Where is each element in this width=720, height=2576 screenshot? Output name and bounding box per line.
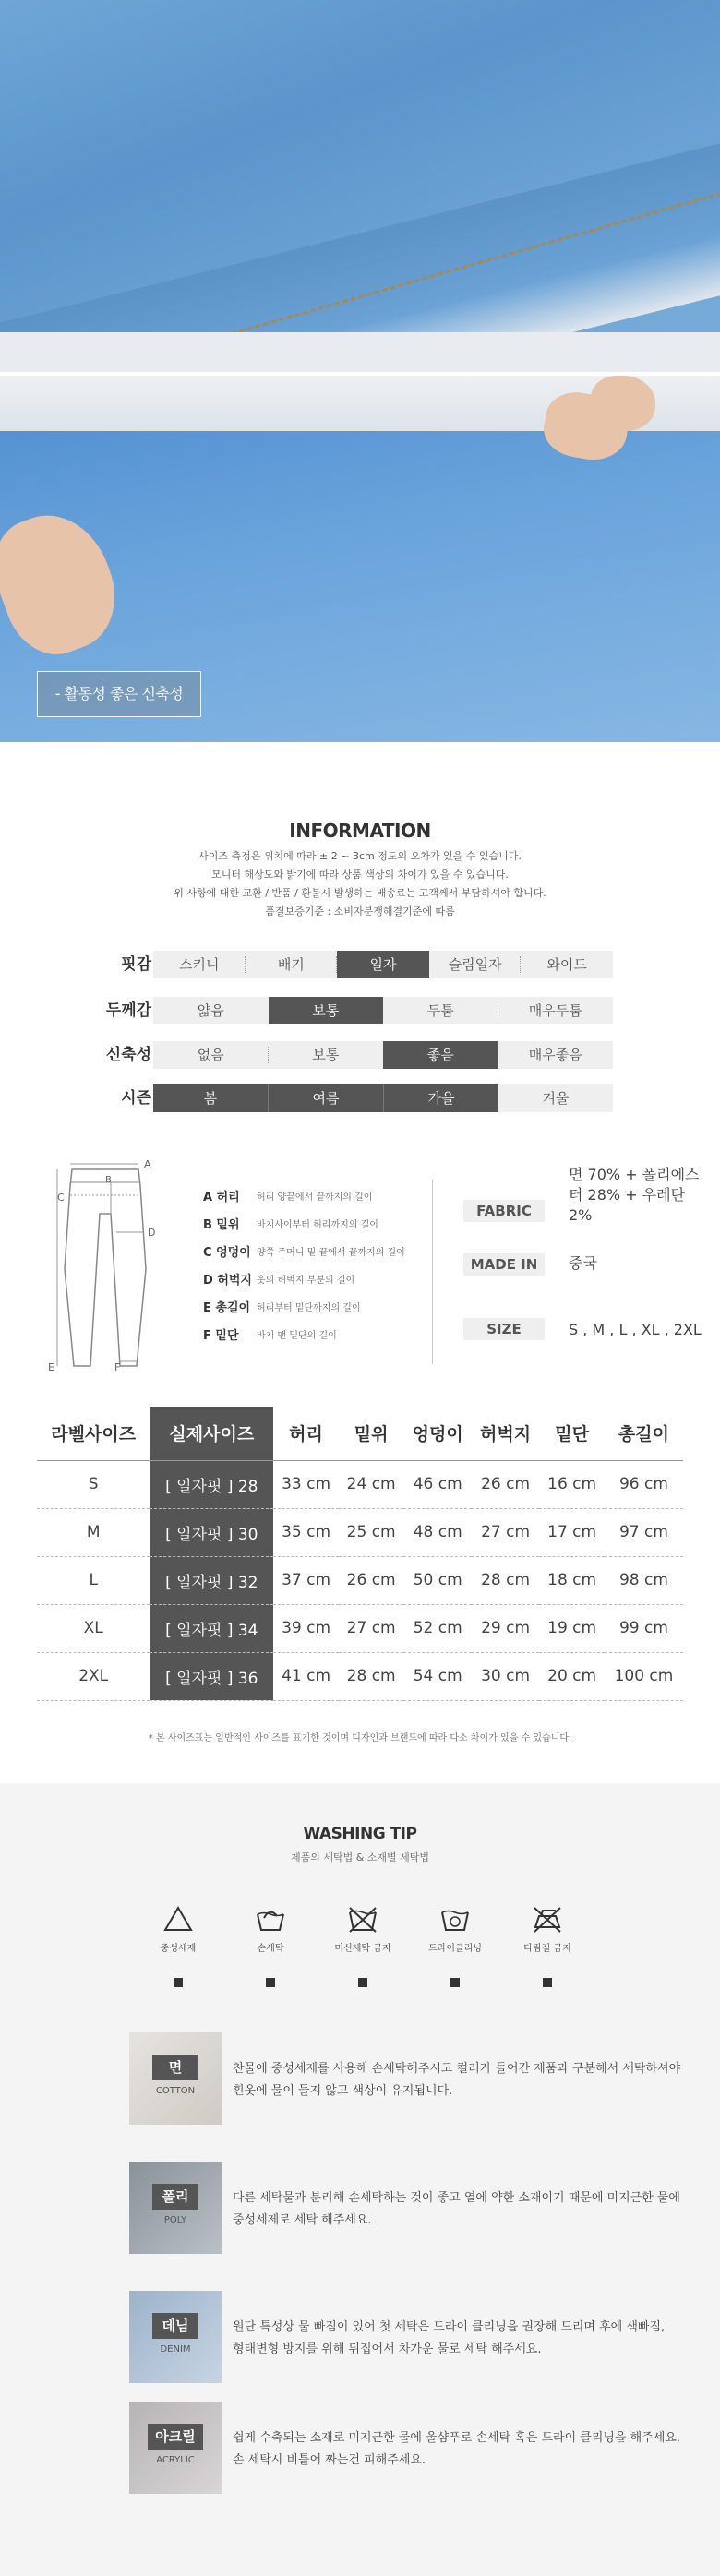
measurement-cell: 27 cm — [339, 1604, 404, 1652]
measurement-desc: 양쪽 주머니 밑 끝에서 끝까지의 길이 — [257, 1247, 405, 1258]
pants-size-diagram — [44, 1158, 164, 1371]
label-size-cell: L — [37, 1556, 150, 1604]
spec-label: FABRIC — [463, 1200, 545, 1222]
rating-label: 시즌 — [121, 1089, 151, 1108]
label-size-cell: 2XL — [37, 1652, 150, 1700]
table-header: 라벨사이즈 — [37, 1407, 150, 1460]
diagram-letter: B — [105, 1175, 112, 1185]
rating-option: 와이드 — [521, 951, 613, 978]
washing-icon-label: 중성세제 — [160, 1944, 197, 1954]
measurement-row — [203, 1264, 425, 1292]
measurement-desc: 허리 양끝에서 끝까지의 길이 — [257, 1192, 373, 1203]
measurement-cell: 48 cm — [403, 1508, 471, 1556]
spec-value: 면 70% + 폴리에스터 28% + 우레탄 2% — [569, 1166, 700, 1224]
measurement-cell: 52 cm — [403, 1604, 471, 1652]
measurement-cell: 41 cm — [273, 1652, 339, 1700]
table-header: 밑위 — [339, 1407, 404, 1460]
diagram-letter: F — [114, 1361, 121, 1371]
rating-option: 매우좋음 — [498, 1041, 614, 1069]
measurement-cell: 99 cm — [605, 1604, 683, 1652]
divider — [432, 1180, 433, 1364]
no-iron-icon — [492, 1905, 603, 1987]
washing-icon-label: 손세탁 — [257, 1944, 284, 1954]
table-header: 실제사이즈 — [150, 1407, 273, 1460]
information-line: 위 사항에 대한 교환 / 반품 / 환불시 발생하는 배송료는 고객께서 부담하셔야 합니다. — [174, 887, 546, 899]
rating-option: 매우두툼 — [498, 997, 614, 1024]
fabric-badge: 데님 — [152, 2313, 198, 2339]
diagram-letter: D — [148, 1227, 156, 1239]
measurement-row — [203, 1181, 425, 1209]
measurement-list — [203, 1181, 425, 1348]
information-title: INFORMATION — [289, 820, 431, 842]
table-row — [37, 1604, 683, 1652]
size-table-note: * 본 사이즈표는 일반적인 사이즈를 표기한 것이며 디자인과 브랜드에 따라 다소 차이가 있을 수 있습니다. — [148, 1733, 572, 1743]
measurement-cell: 29 cm — [472, 1604, 539, 1652]
fabric-badge: 면 — [152, 2055, 198, 2080]
measurement-key: A 허리 — [203, 1190, 240, 1204]
table-row — [37, 1556, 683, 1604]
information-line: 품질보증기준 : 소비자분쟁해결기준에 따름 — [265, 905, 455, 917]
rating-label: 핏감 — [121, 955, 151, 974]
rating-option-selected: 좋음 — [383, 1041, 498, 1069]
fabric-description: 원단 특성상 물 빠짐이 있어 첫 세탁은 드라이 클리닝을 권장해 드리며 후에 색빠짐, 형태변형 방지를 위해 뒤집어서 차가운 물로 세탁 해주세요. — [233, 2320, 666, 2356]
actual-size-cell: [ 일자핏 ] 28 — [150, 1460, 273, 1508]
table-header: 엉덩이 — [403, 1407, 471, 1460]
fabric-description: 쉽게 수축되는 소재로 미지근한 물에 울샴푸로 손세탁 혹은 드라이 클리닝을 해주세요. 손 세탁시 비틀어 짜는건 피해주세요. — [233, 2431, 680, 2467]
actual-size-cell: [ 일자핏 ] 32 — [150, 1556, 273, 1604]
table-row — [37, 1508, 683, 1556]
washing-icon-label: 다림질 금지 — [523, 1944, 571, 1954]
rating-option: 얇음 — [153, 997, 269, 1024]
measurement-cell: 96 cm — [605, 1460, 683, 1508]
spec-value: S , M , L , XL , 2XL — [569, 1321, 702, 1338]
table-row — [37, 1652, 683, 1700]
diagram-letter: A — [144, 1158, 151, 1170]
measurement-desc: 옷의 허벅지 부분의 길이 — [257, 1275, 355, 1286]
rating-stretch — [92, 1041, 628, 1069]
measurement-cell: 24 cm — [339, 1460, 404, 1508]
diagram-letter: C — [57, 1192, 65, 1204]
measurement-row — [203, 1209, 425, 1237]
rating-label: 두께감 — [105, 1001, 151, 1020]
measurement-cell: 27 cm — [472, 1508, 539, 1556]
spec-value: 중국 — [569, 1254, 597, 1272]
denim-hem-photo — [0, 0, 720, 372]
fabric-care-denim — [129, 2291, 683, 2383]
rating-option: 스키니 — [153, 951, 246, 978]
measurement-cell: 98 cm — [605, 1556, 683, 1604]
measurement-key: D 허벅지 — [203, 1273, 252, 1288]
measurement-key: E 총길이 — [203, 1300, 251, 1315]
rating-thickness — [92, 997, 628, 1024]
fabric-english: POLY — [163, 2215, 187, 2225]
measurement-row — [203, 1292, 425, 1320]
measurement-cell: 33 cm — [273, 1460, 339, 1508]
washing-title: WASHING TIP — [303, 1825, 417, 1843]
measurement-cell: 25 cm — [339, 1508, 404, 1556]
washing-icon-label: 드라이클리닝 — [428, 1944, 482, 1954]
label-size-cell: S — [37, 1460, 150, 1508]
rating-label: 신축성 — [105, 1046, 151, 1064]
rating-option: 없음 — [153, 1041, 269, 1069]
measurement-cell: 35 cm — [273, 1508, 339, 1556]
measurement-row — [203, 1237, 425, 1264]
size-table — [37, 1407, 683, 1701]
measurement-cell: 26 cm — [339, 1556, 404, 1604]
measurement-cell: 46 cm — [403, 1460, 471, 1508]
measurement-cell: 28 cm — [472, 1556, 539, 1604]
measurement-cell: 54 cm — [403, 1652, 471, 1700]
spec-label: SIZE — [463, 1318, 545, 1340]
spec-size — [463, 1318, 703, 1346]
measurement-key: F 밑단 — [203, 1328, 239, 1343]
fabric-description: 찬물에 중성세제를 사용해 손세탁해주시고 컬러가 들어간 제품과 구분해서 세탁하셔야 흰옷에 물이 들지 않고 색상이 유지됩니다. — [233, 2062, 681, 2098]
information-line: 모니터 해상도와 밝기에 따라 상품 색상의 차이가 있을 수 있습니다. — [211, 869, 509, 881]
table-header: 총길이 — [605, 1407, 683, 1460]
washing-subtitle: 제품의 세탁법 & 소재별 세탁법 — [290, 1851, 430, 1863]
diagram-letter: E — [48, 1361, 54, 1371]
measurement-cell: 100 cm — [605, 1652, 683, 1700]
measurement-cell: 28 cm — [339, 1652, 404, 1700]
fabric-english: COTTON — [155, 2086, 196, 2096]
fabric-care-poly — [129, 2162, 683, 2254]
rating-fit — [92, 951, 628, 978]
measurement-cell: 16 cm — [539, 1460, 605, 1508]
measurement-desc: 허리부터 밑단까지의 길이 — [257, 1302, 361, 1313]
measurement-key: C 엉덩이 — [203, 1245, 251, 1260]
measurement-desc: 바지 맨 밑단의 길이 — [257, 1330, 337, 1341]
rating-option-selected: 보통 — [269, 997, 384, 1024]
fabric-care-acrylic — [129, 2402, 683, 2494]
measurement-cell: 17 cm — [539, 1508, 605, 1556]
rating-option: 슬림일자 — [429, 951, 522, 978]
measurement-cell: 20 cm — [539, 1652, 605, 1700]
label-size-cell: XL — [37, 1604, 150, 1652]
measurement-cell: 50 cm — [403, 1556, 471, 1604]
measurement-cell: 39 cm — [273, 1604, 339, 1652]
actual-size-cell: [ 일자핏 ] 36 — [150, 1652, 273, 1700]
measurement-cell: 37 cm — [273, 1556, 339, 1604]
fabric-badge: 아크릴 — [148, 2424, 203, 2450]
measurement-cell: 19 cm — [539, 1604, 605, 1652]
table-header: 허벅지 — [472, 1407, 539, 1460]
label-size-cell: M — [37, 1508, 150, 1556]
fabric-english: DENIM — [160, 2344, 191, 2354]
rating-option-selected: 여름 — [269, 1084, 384, 1112]
rating-option-selected: 일자 — [337, 951, 429, 978]
rating-option-selected: 봄 — [153, 1084, 269, 1112]
table-row — [37, 1460, 683, 1508]
measurement-desc: 바지사이부터 허리까지의 길이 — [257, 1219, 378, 1230]
spec-label: MADE IN — [463, 1253, 545, 1276]
table-header: 밑단 — [539, 1407, 605, 1460]
rating-option: 두툼 — [383, 997, 498, 1024]
actual-size-cell: [ 일자핏 ] 34 — [150, 1604, 273, 1652]
information-line: 사이즈 측정은 위치에 따라 ± 2 ~ 3cm 정도의 오차가 있을 수 있습니다. — [198, 850, 522, 862]
spec-fabric — [463, 1166, 703, 1257]
measurement-key: B 밑위 — [203, 1217, 240, 1232]
washing-icon-label: 머신세탁 금지 — [334, 1944, 391, 1954]
fabric-care-cotton — [129, 2032, 683, 2125]
information-notes — [0, 847, 720, 921]
fabric-english: ACRYLIC — [156, 2455, 195, 2465]
washing-tip-section — [0, 1783, 720, 2576]
measurement-cell: 26 cm — [472, 1460, 539, 1508]
rating-option-selected: 가을 — [384, 1084, 498, 1112]
table-header-row — [37, 1407, 683, 1460]
rating-option: 배기 — [246, 951, 338, 978]
fabric-badge: 폴리 — [152, 2184, 198, 2210]
photo-caption: - 활동성 좋은 신축성 — [37, 671, 201, 717]
rating-season — [92, 1084, 628, 1112]
measurement-cell: 30 cm — [472, 1652, 539, 1700]
pants-outline-icon — [44, 1158, 164, 1371]
spec-madein — [463, 1253, 703, 1281]
measurement-row — [203, 1320, 425, 1348]
rating-option: 보통 — [269, 1041, 384, 1069]
table-header: 허리 — [273, 1407, 339, 1460]
fabric-description: 다른 세탁물과 분리해 손세탁하는 것이 좋고 열에 약한 소재이기 때문에 미지근한 물에 중성세제로 세탁 해주세요. — [233, 2191, 680, 2227]
measurement-cell: 18 cm — [539, 1556, 605, 1604]
actual-size-cell: [ 일자핏 ] 30 — [150, 1508, 273, 1556]
rating-option: 겨울 — [498, 1084, 613, 1112]
measurement-cell: 97 cm — [605, 1508, 683, 1556]
